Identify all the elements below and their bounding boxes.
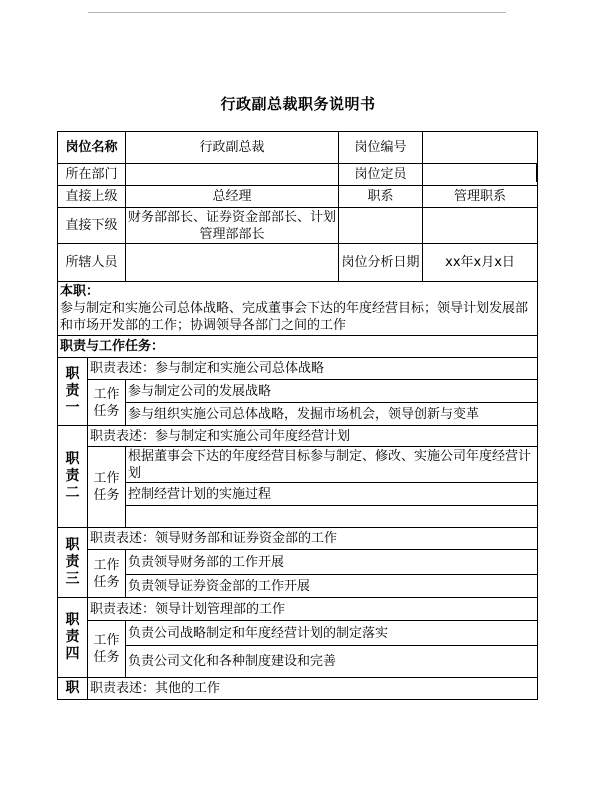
duty-4-task-2: 负责公司文化和各种制度建设和完善 xyxy=(126,646,538,678)
department-label: 所在部门 xyxy=(58,164,126,186)
duty-4-task-label: 工作 任务 xyxy=(88,621,126,678)
duty-3-statement: 职责表述：领导财务部和证券资金部的工作 xyxy=(88,528,538,550)
duty-2-task-label: 工作 任务 xyxy=(88,447,126,528)
grade-value: 管理职系 xyxy=(423,186,538,208)
duty-2-task-row xyxy=(58,483,538,506)
duty-3-task-label: 工作 任务 xyxy=(88,550,126,598)
position-name-label: 岗位名称 xyxy=(58,132,126,164)
duty-3-statement-row xyxy=(58,528,538,550)
document-title: 行政副总裁职务说明书 xyxy=(220,95,376,113)
row-superior xyxy=(58,186,538,208)
duty-5-number: 职 xyxy=(58,678,88,700)
duty-5-statement-row xyxy=(58,678,538,700)
headcount-label: 岗位定员 xyxy=(339,164,423,186)
duty-2-task-2: 控制经营计划的实施过程 xyxy=(126,483,538,506)
duty-2-statement: 职责表述：参与制定和实施公司年度经营计划 xyxy=(88,426,538,447)
row-position-name xyxy=(58,132,538,164)
duty-2-number: 职 责 二 xyxy=(58,426,88,528)
duty-1-task-row xyxy=(58,403,538,426)
duty-3-task-2: 负责领导证券资金部的工作开展 xyxy=(126,575,538,598)
duty-2-task-1: 根据董事会下达的年度经营目标参与制定、修改、实施公司年度经营计划 xyxy=(126,447,538,483)
duty-4-statement: 职责表述：领导计划管理部的工作 xyxy=(88,598,538,621)
duties-header: 职责与工作任务： xyxy=(58,336,538,358)
staff-label: 所辖人员 xyxy=(58,244,126,282)
duty-1-task-row xyxy=(58,380,538,403)
subordinate-value: 财务部部长、证券资金部部长、计划管理部部长 xyxy=(126,208,339,244)
duty-3-task-row xyxy=(58,575,538,598)
duty-1-number: 职 责 一 xyxy=(58,358,88,426)
superior-label: 直接上级 xyxy=(58,186,126,208)
duty-4-task-row xyxy=(58,621,538,646)
summary-text: 参与制定和实施公司总体战略、完成董事会下达的年度经营目标；领导计划发展部和市场开发部的工作；协调领导各部门之间的工作 xyxy=(60,301,529,333)
row-subordinate xyxy=(58,208,538,244)
duty-4-statement-row xyxy=(58,598,538,621)
department-value xyxy=(126,164,339,186)
analysis-date-label: 岗位分析日期 xyxy=(339,244,423,282)
duty-3-task-row xyxy=(58,550,538,575)
position-code-label: 岗位编号 xyxy=(339,132,423,164)
staff-value xyxy=(126,244,339,282)
row-duties-header xyxy=(58,336,538,358)
headcount-value xyxy=(423,164,538,186)
job-description-table xyxy=(57,131,538,700)
duty-4-task-1: 负责公司战略制定和年度经营计划的制定落实 xyxy=(126,621,538,646)
row-department xyxy=(58,164,538,186)
duty-1-task-2: 参与组织实施公司总体战略，发掘市场机会，领导创新与变革 xyxy=(126,403,538,426)
row-staff xyxy=(58,244,538,282)
subordinate-label: 直接下级 xyxy=(58,208,126,244)
duty-1-statement-row xyxy=(58,358,538,380)
subordinate-extra xyxy=(339,208,423,244)
duty-3-number: 职 责 三 xyxy=(58,528,88,598)
duty-2-task-row xyxy=(58,506,538,528)
duty-2-task-row xyxy=(58,447,538,483)
subordinate-extra-2 xyxy=(423,208,538,244)
duty-1-task-label: 工作 任务 xyxy=(88,380,126,426)
duty-2-task-3 xyxy=(126,506,538,528)
header-rule xyxy=(88,12,506,13)
duty-2-statement-row xyxy=(58,426,538,447)
position-name-value: 行政副总裁 xyxy=(126,132,339,164)
position-code-value xyxy=(423,132,538,164)
grade-label: 职系 xyxy=(339,186,423,208)
superior-value: 总经理 xyxy=(126,186,339,208)
analysis-date-value: xx年x月x日 xyxy=(423,244,538,282)
duty-1-statement: 职责表述：参与制定和实施公司总体战略 xyxy=(88,358,538,380)
row-summary xyxy=(58,282,538,336)
duty-4-task-row xyxy=(58,646,538,678)
duty-5-statement: 职责表述：其他的工作 xyxy=(88,678,538,700)
duty-3-task-1: 负责领导财务部的工作开展 xyxy=(126,550,538,575)
summary-cell xyxy=(58,282,538,336)
summary-label: 本职： xyxy=(60,284,100,299)
duty-1-task-1: 参与制定公司的发展战略 xyxy=(126,380,538,403)
duty-4-number: 职 责 四 xyxy=(58,598,88,678)
